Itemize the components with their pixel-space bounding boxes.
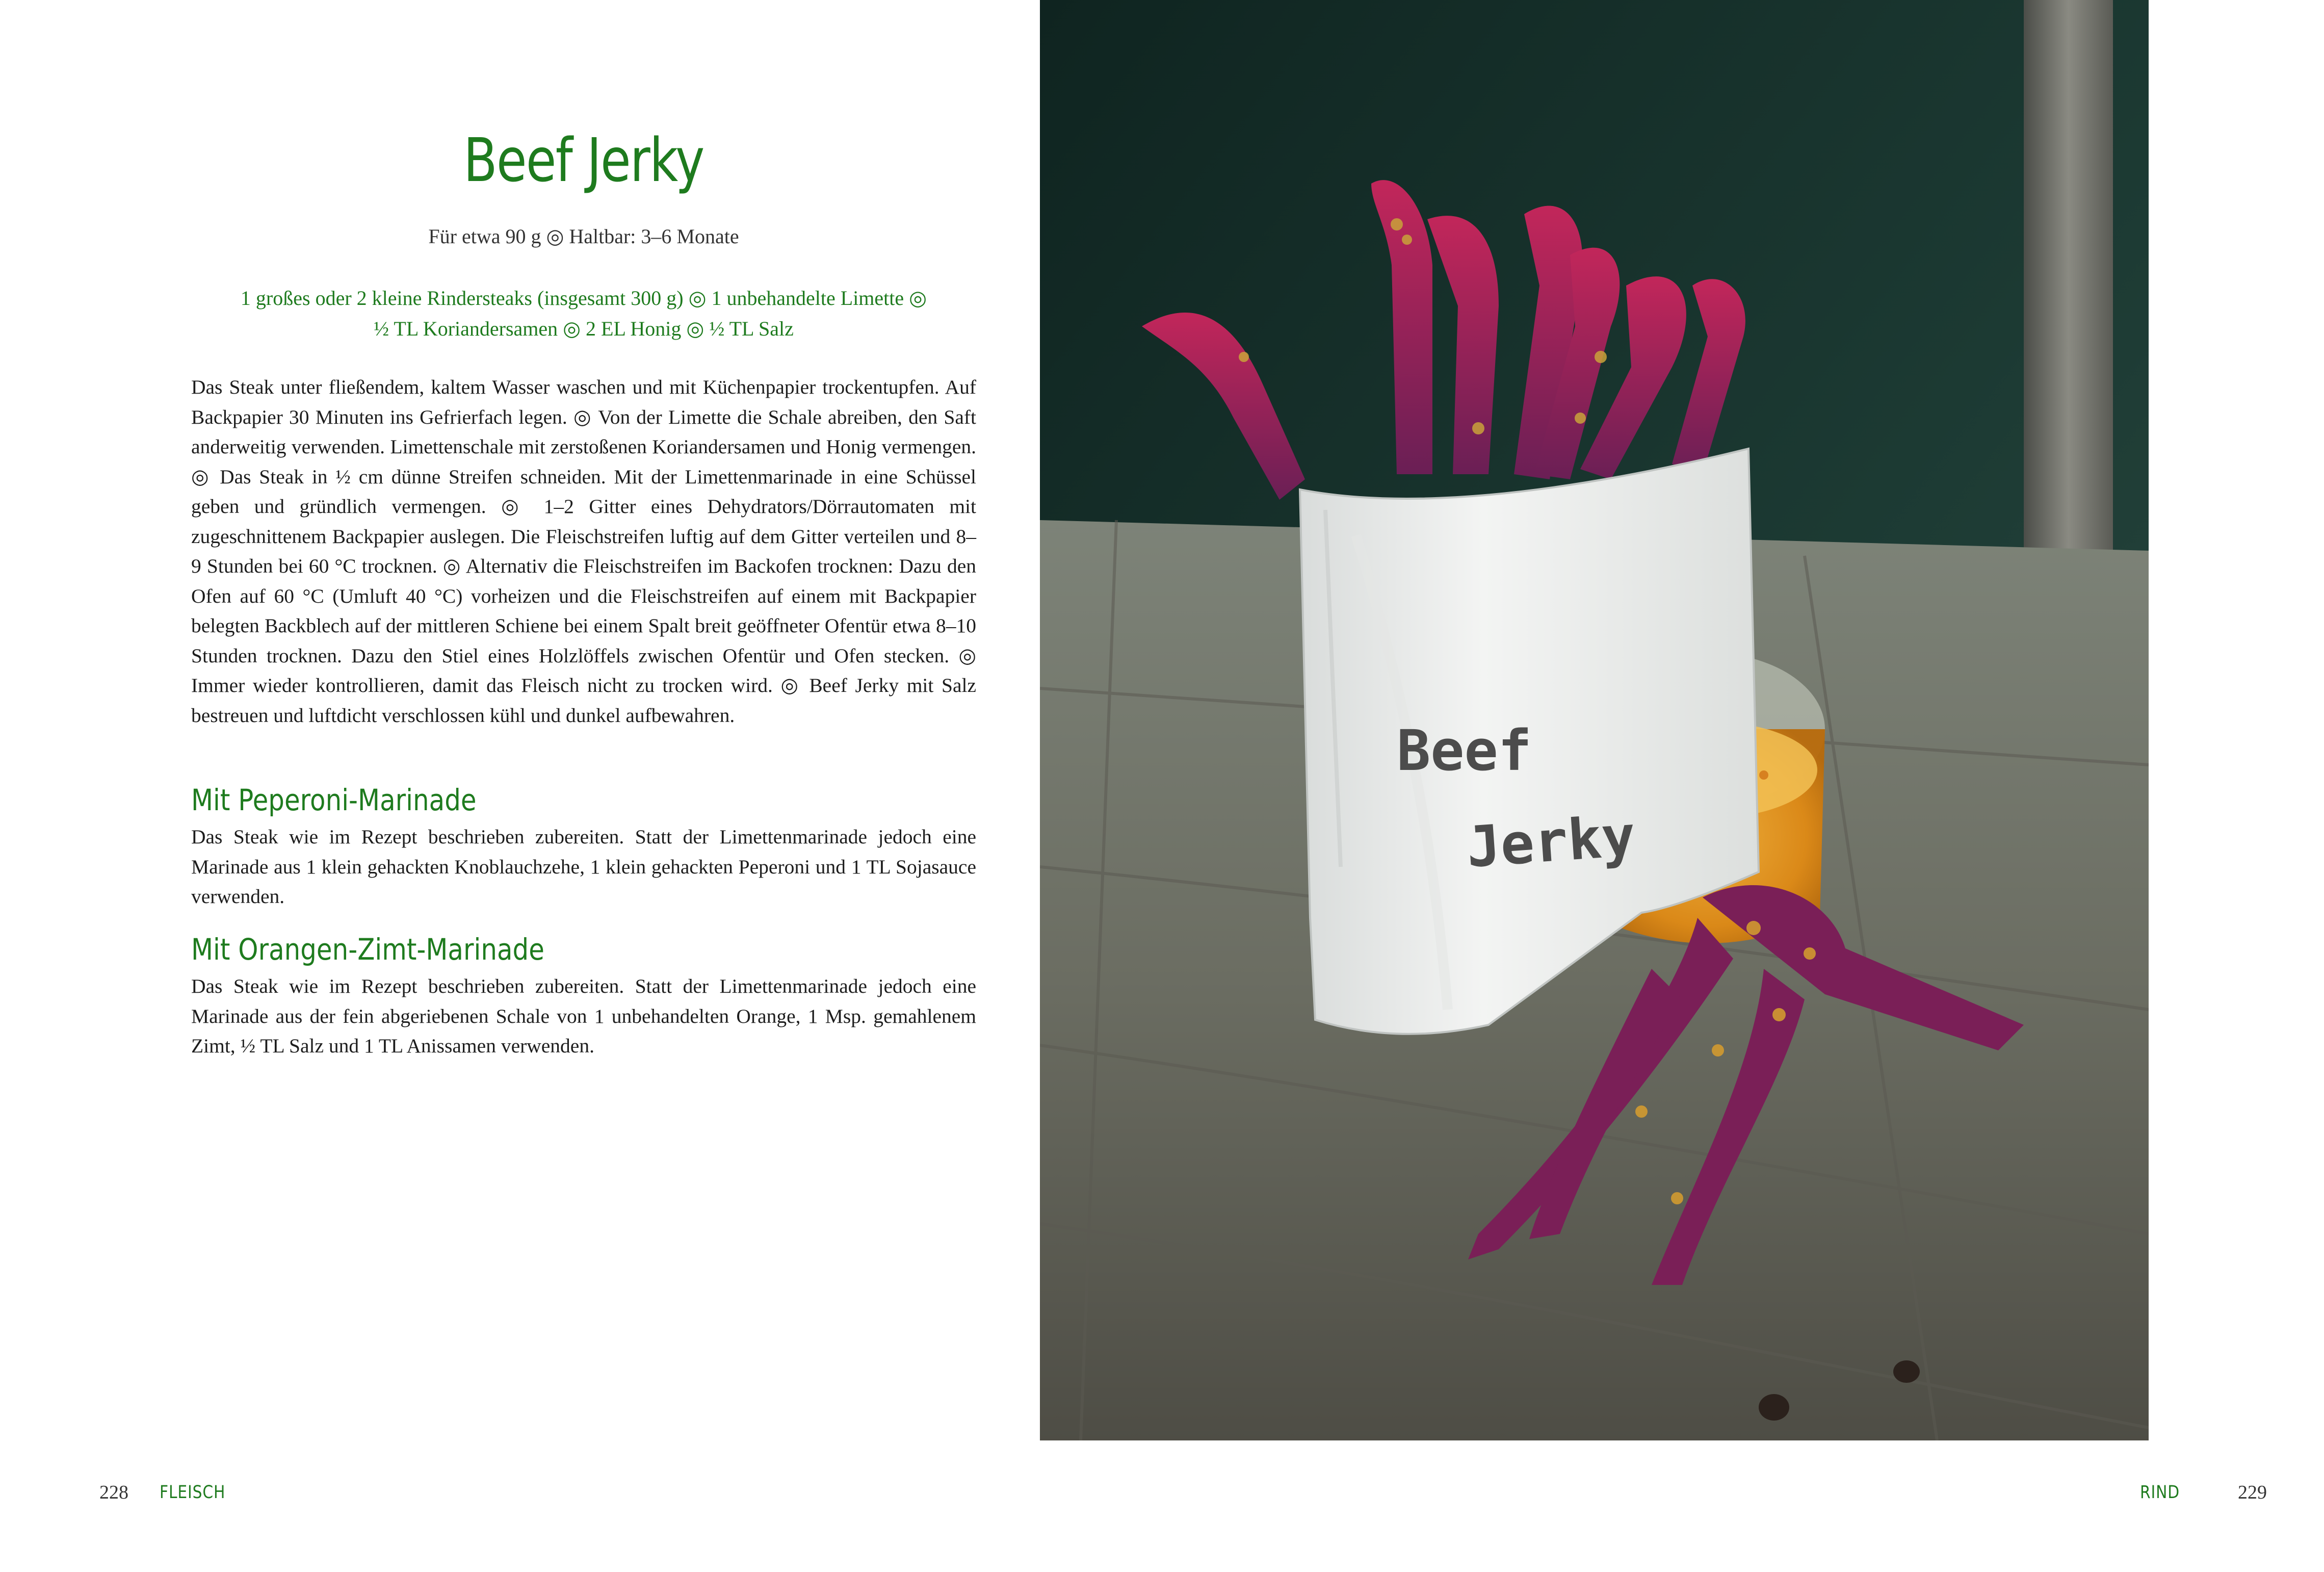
left-section-label: FLEISCH: [160, 1482, 226, 1503]
bag-label-line-1: Beef: [1397, 718, 1532, 783]
left-page: [0, 0, 1045, 1572]
variation-text-peperoni: Das Steak wie im Rezept beschrieben zubereiten. Statt der Limettenmarinade jedoch eine Marinade aus 1 klein gehackten Knoblauchzehe, 1 klein gehackten Peperoni und 1 TL Sojasauce verwenden.: [191, 826, 976, 908]
recipe-steps: Das Steak unter fließendem, kaltem Wasser waschen und mit Küchenpapier trockentupfen. Auf Backpapier 30 Minuten ins Gefrierfach legen. ◎ Von der Limette die Schale abreiben, den Saft anderweitig verwenden. Limettenschale mit zerstoßenen Koriandersamen und Honig vermengen. ◎ Das Steak in ½ cm dünne Streifen schneiden. Mit der Limettenmarinade in eine Schüssel geben und gründlich vermengen. ◎ 1–2 Gitter eines Dehydrators/Dörrautomaten mit zugeschnittenem Backpapier auslegen. Die Fleischstreifen luftig auf dem Gitter verteilen und 8–9 Stunden bei 60 °C trocknen. ◎ Alternativ die Fleischstreifen im Backofen trocknen: Dazu den Ofen auf 60 °C (Umluft 40 °C) vorheizen und die Fleischstreifen auf einem mit Backpapier belegten Backblech auf der mittleren Schiene bei einem Spalt breit geöffneter Ofentür etwa 8–10 Stunden trocknen. Dazu den Stiel eines Holzlöffels zwischen Ofentür und Ofen stecken. ◎ Immer wieder kontrollieren, damit das Fleisch nicht zu trocken wird. ◎ Beef Jerky mit Salz bestreuen und luftdicht verschlossen kühl und dunkel aufbewahren.: [191, 376, 976, 727]
bag-label-line-2: Jerky: [1464, 803, 1638, 880]
left-page-number: 228: [99, 1482, 128, 1503]
recipe-title: Beef Jerky: [463, 125, 704, 195]
right-page-number: 229: [2238, 1482, 2267, 1503]
variation-text-orange: Das Steak wie im Rezept beschrieben zubereiten. Statt der Limettenmarinade jedoch eine Marinade aus der fein abgeriebenen Schale von 1 unbehandelten Orange, 1 Msp. gemahlenem Zimt, ½ TL Salz und 1 TL Anissamen verwenden.: [191, 975, 976, 1057]
yield-line: Für etwa 90 g ◎ Haltbar: 3–6 Monate: [428, 225, 739, 248]
ingredients-line-1: 1 großes oder 2 kleine Rindersteaks (insgesamt 300 g) ◎ 1 unbehandelte Limette ◎: [240, 287, 927, 310]
variation-heading-peperoni: Mit Peperoni-Marinade: [191, 783, 477, 817]
recipe-photo: [1040, 0, 2149, 1440]
beef-jerky-photo-illustration: [1040, 0, 2149, 1440]
variation-heading-orange: Mit Orangen-Zimt-Marinade: [191, 932, 544, 967]
ingredients-line-2: ½ TL Koriandersamen ◎ 2 EL Honig ◎ ½ TL Salz: [374, 317, 794, 340]
ingredients-list: [191, 283, 976, 344]
right-section-label: RIND: [2140, 1482, 2180, 1503]
